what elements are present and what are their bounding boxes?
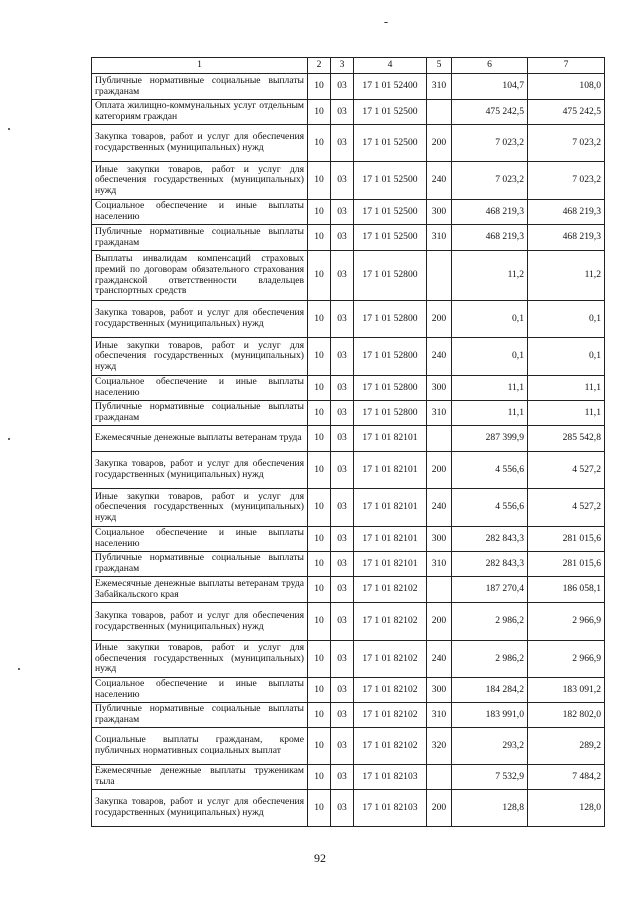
- row-target-article: 17 1 01 52500: [354, 225, 427, 251]
- row-subsection-code: 03: [331, 401, 354, 426]
- row-target-article: 17 1 01 82101: [354, 452, 427, 489]
- row-subsection-code: 03: [331, 426, 354, 452]
- row-target-article: 17 1 01 82102: [354, 577, 427, 603]
- row-target-article: 17 1 01 52800: [354, 301, 427, 338]
- column-header: 2: [308, 58, 331, 74]
- row-amount-year-2: 475 242,5: [528, 100, 605, 125]
- row-section-code: 10: [308, 225, 331, 251]
- row-subsection-code: 03: [331, 728, 354, 765]
- row-name: Ежемесячные денежные выплаты ветеранам труда Забайкальского края: [92, 577, 308, 603]
- scan-speck: [18, 668, 20, 670]
- row-target-article: 17 1 01 52800: [354, 338, 427, 376]
- row-expense-type: [427, 577, 452, 603]
- row-target-article: 17 1 01 82102: [354, 728, 427, 765]
- row-amount-year-1: 0,1: [452, 301, 528, 338]
- row-amount-year-1: 7 023,2: [452, 125, 528, 162]
- row-amount-year-2: 7 023,2: [528, 162, 605, 200]
- table-row: [92, 603, 605, 641]
- row-target-article: 17 1 01 82102: [354, 641, 427, 678]
- row-name: Публичные нормативные социальные выплаты гражданам: [92, 552, 308, 577]
- row-amount-year-2: 2 966,9: [528, 603, 605, 641]
- row-amount-year-1: 468 219,3: [452, 200, 528, 225]
- row-subsection-code: 03: [331, 100, 354, 125]
- row-target-article: 17 1 01 52500: [354, 125, 427, 162]
- row-amount-year-2: 281 015,6: [528, 527, 605, 552]
- table-row: [92, 125, 605, 162]
- row-name: Социальное обеспечение и иные выплаты населению: [92, 527, 308, 552]
- row-amount-year-2: 289,2: [528, 728, 605, 765]
- table-row: [92, 527, 605, 552]
- row-section-code: 10: [308, 790, 331, 827]
- column-header: 4: [354, 58, 427, 74]
- row-amount-year-2: 128,0: [528, 790, 605, 827]
- row-expense-type: 200: [427, 125, 452, 162]
- row-section-code: 10: [308, 162, 331, 200]
- row-expense-type: 240: [427, 641, 452, 678]
- row-amount-year-2: 186 058,1: [528, 577, 605, 603]
- budget-table: [91, 57, 605, 827]
- row-expense-type: [427, 251, 452, 301]
- row-amount-year-1: 183 991,0: [452, 703, 528, 728]
- row-target-article: 17 1 01 52500: [354, 100, 427, 125]
- row-amount-year-1: 187 270,4: [452, 577, 528, 603]
- row-target-article: 17 1 01 82101: [354, 489, 427, 527]
- row-amount-year-1: 184 284,2: [452, 678, 528, 703]
- row-section-code: 10: [308, 577, 331, 603]
- column-header: 1: [92, 58, 308, 74]
- row-subsection-code: 03: [331, 225, 354, 251]
- row-target-article: 17 1 01 82102: [354, 603, 427, 641]
- table-row: [92, 577, 605, 603]
- row-amount-year-1: 11,1: [452, 376, 528, 401]
- row-expense-type: 240: [427, 338, 452, 376]
- row-subsection-code: 03: [331, 301, 354, 338]
- row-amount-year-1: 11,1: [452, 401, 528, 426]
- row-target-article: 17 1 01 52500: [354, 162, 427, 200]
- row-target-article: 17 1 01 82101: [354, 426, 427, 452]
- row-section-code: 10: [308, 489, 331, 527]
- row-expense-type: [427, 100, 452, 125]
- row-name: Публичные нормативные социальные выплаты гражданам: [92, 401, 308, 426]
- row-section-code: 10: [308, 401, 331, 426]
- row-amount-year-2: 2 966,9: [528, 641, 605, 678]
- row-expense-type: 310: [427, 703, 452, 728]
- row-section-code: 10: [308, 338, 331, 376]
- table-row: [92, 376, 605, 401]
- row-amount-year-1: 293,2: [452, 728, 528, 765]
- row-amount-year-2: 468 219,3: [528, 225, 605, 251]
- row-amount-year-1: 4 556,6: [452, 452, 528, 489]
- row-expense-type: 200: [427, 301, 452, 338]
- row-section-code: 10: [308, 200, 331, 225]
- row-expense-type: 320: [427, 728, 452, 765]
- row-subsection-code: 03: [331, 603, 354, 641]
- row-subsection-code: 03: [331, 527, 354, 552]
- table-row: [92, 401, 605, 426]
- column-header: 7: [528, 58, 605, 74]
- row-subsection-code: 03: [331, 577, 354, 603]
- scan-speck: [8, 128, 10, 130]
- row-expense-type: [427, 426, 452, 452]
- page-number: 92: [314, 851, 326, 865]
- row-amount-year-2: 11,1: [528, 376, 605, 401]
- row-target-article: 17 1 01 52800: [354, 376, 427, 401]
- table-header-row: [92, 58, 605, 74]
- row-amount-year-2: 182 802,0: [528, 703, 605, 728]
- row-expense-type: 200: [427, 452, 452, 489]
- table-row: [92, 678, 605, 703]
- column-header: 6: [452, 58, 528, 74]
- row-amount-year-2: 11,2: [528, 251, 605, 301]
- row-subsection-code: 03: [331, 74, 354, 100]
- table-row: [92, 489, 605, 527]
- row-subsection-code: 03: [331, 489, 354, 527]
- row-target-article: 17 1 01 82101: [354, 552, 427, 577]
- row-name: Социальное обеспечение и иные выплаты населению: [92, 678, 308, 703]
- row-expense-type: 300: [427, 376, 452, 401]
- row-name: Иные закупки товаров, работ и услуг для обеспечения государственных (муниципальных) нужд: [92, 338, 308, 376]
- row-section-code: 10: [308, 603, 331, 641]
- row-name: Ежемесячные денежные выплаты труженикам тыла: [92, 765, 308, 790]
- row-section-code: 10: [308, 765, 331, 790]
- row-subsection-code: 03: [331, 251, 354, 301]
- row-amount-year-1: 4 556,6: [452, 489, 528, 527]
- row-target-article: 17 1 01 82103: [354, 765, 427, 790]
- row-name: Оплата жилищно-коммунальных услуг отдельным категориям граждан: [92, 100, 308, 125]
- row-section-code: 10: [308, 452, 331, 489]
- row-amount-year-1: 475 242,5: [452, 100, 528, 125]
- table-row: [92, 301, 605, 338]
- row-amount-year-1: 11,2: [452, 251, 528, 301]
- row-section-code: 10: [308, 527, 331, 552]
- row-expense-type: 310: [427, 74, 452, 100]
- row-subsection-code: 03: [331, 678, 354, 703]
- row-subsection-code: 03: [331, 703, 354, 728]
- row-section-code: 10: [308, 251, 331, 301]
- row-name: Иные закупки товаров, работ и услуг для обеспечения государственных (муниципальных) нужд: [92, 489, 308, 527]
- row-subsection-code: 03: [331, 125, 354, 162]
- column-header: 3: [331, 58, 354, 74]
- row-subsection-code: 03: [331, 641, 354, 678]
- row-target-article: 17 1 01 52800: [354, 251, 427, 301]
- row-name: Закупка товаров, работ и услуг для обеспечения государственных (муниципальных) нужд: [92, 301, 308, 338]
- table-row: [92, 200, 605, 225]
- row-expense-type: 200: [427, 603, 452, 641]
- row-target-article: 17 1 01 82101: [354, 527, 427, 552]
- row-amount-year-1: 0,1: [452, 338, 528, 376]
- row-name: Социальное обеспечение и иные выплаты населению: [92, 376, 308, 401]
- row-amount-year-1: 2 986,2: [452, 603, 528, 641]
- row-amount-year-2: 11,1: [528, 401, 605, 426]
- row-target-article: 17 1 01 52400: [354, 74, 427, 100]
- row-section-code: 10: [308, 125, 331, 162]
- column-header: 5: [427, 58, 452, 74]
- row-subsection-code: 03: [331, 200, 354, 225]
- row-subsection-code: 03: [331, 765, 354, 790]
- row-name: Публичные нормативные социальные выплаты гражданам: [92, 703, 308, 728]
- row-section-code: 10: [308, 703, 331, 728]
- row-section-code: 10: [308, 301, 331, 338]
- table-row: [92, 728, 605, 765]
- scan-speck: [384, 22, 388, 23]
- row-name: Публичные нормативные социальные выплаты гражданам: [92, 74, 308, 100]
- row-expense-type: 300: [427, 527, 452, 552]
- row-amount-year-1: 104,7: [452, 74, 528, 100]
- table-row: [92, 251, 605, 301]
- row-amount-year-2: 0,1: [528, 338, 605, 376]
- row-section-code: 10: [308, 728, 331, 765]
- table-row: [92, 338, 605, 376]
- table-row: [92, 426, 605, 452]
- table-row: [92, 74, 605, 100]
- row-section-code: 10: [308, 376, 331, 401]
- row-name: Закупка товаров, работ и услуг для обеспечения государственных (муниципальных) нужд: [92, 790, 308, 827]
- row-subsection-code: 03: [331, 162, 354, 200]
- row-amount-year-2: 285 542,8: [528, 426, 605, 452]
- row-name: Закупка товаров, работ и услуг для обеспечения государственных (муниципальных) нужд: [92, 603, 308, 641]
- row-amount-year-1: 282 843,3: [452, 527, 528, 552]
- row-subsection-code: 03: [331, 338, 354, 376]
- row-amount-year-1: 2 986,2: [452, 641, 528, 678]
- table-row: [92, 703, 605, 728]
- scan-speck: [8, 438, 10, 440]
- row-section-code: 10: [308, 641, 331, 678]
- table-row: [92, 225, 605, 251]
- row-amount-year-2: 183 091,2: [528, 678, 605, 703]
- row-subsection-code: 03: [331, 452, 354, 489]
- row-expense-type: 200: [427, 790, 452, 827]
- row-expense-type: 310: [427, 401, 452, 426]
- row-expense-type: 310: [427, 225, 452, 251]
- row-name: Социальные выплаты гражданам, кроме публичных нормативных социальных выплат: [92, 728, 308, 765]
- row-target-article: 17 1 01 52500: [354, 200, 427, 225]
- table-row: [92, 452, 605, 489]
- row-amount-year-1: 7 023,2: [452, 162, 528, 200]
- row-name: Социальное обеспечение и иные выплаты населению: [92, 200, 308, 225]
- row-amount-year-1: 282 843,3: [452, 552, 528, 577]
- row-amount-year-1: 287 399,9: [452, 426, 528, 452]
- row-amount-year-2: 4 527,2: [528, 452, 605, 489]
- row-target-article: 17 1 01 82102: [354, 678, 427, 703]
- table-row: [92, 100, 605, 125]
- table-row: [92, 790, 605, 827]
- table-row: [92, 552, 605, 577]
- row-expense-type: 300: [427, 200, 452, 225]
- row-amount-year-2: 281 015,6: [528, 552, 605, 577]
- row-amount-year-1: 7 532,9: [452, 765, 528, 790]
- row-expense-type: 240: [427, 162, 452, 200]
- row-expense-type: [427, 765, 452, 790]
- row-expense-type: 240: [427, 489, 452, 527]
- row-section-code: 10: [308, 100, 331, 125]
- row-name: Закупка товаров, работ и услуг для обеспечения государственных (муниципальных) нужд: [92, 452, 308, 489]
- row-section-code: 10: [308, 426, 331, 452]
- row-section-code: 10: [308, 552, 331, 577]
- row-amount-year-2: 0,1: [528, 301, 605, 338]
- row-expense-type: 310: [427, 552, 452, 577]
- row-name: Выплаты инвалидам компенсаций страховых премий по договорам обязательного страхования гражданской ответственности владельцев транспортных средств: [92, 251, 308, 301]
- row-name: Закупка товаров, работ и услуг для обеспечения государственных (муниципальных) нужд: [92, 125, 308, 162]
- row-name: Иные закупки товаров, работ и услуг для обеспечения государственных (муниципальных) нужд: [92, 641, 308, 678]
- row-amount-year-2: 108,0: [528, 74, 605, 100]
- row-amount-year-2: 4 527,2: [528, 489, 605, 527]
- row-name: Ежемесячные денежные выплаты ветеранам труда: [92, 426, 308, 452]
- row-subsection-code: 03: [331, 376, 354, 401]
- row-name: Публичные нормативные социальные выплаты гражданам: [92, 225, 308, 251]
- row-subsection-code: 03: [331, 790, 354, 827]
- row-amount-year-2: 7 023,2: [528, 125, 605, 162]
- row-amount-year-1: 128,8: [452, 790, 528, 827]
- row-subsection-code: 03: [331, 552, 354, 577]
- table-row: [92, 641, 605, 678]
- row-section-code: 10: [308, 74, 331, 100]
- row-target-article: 17 1 01 82103: [354, 790, 427, 827]
- row-section-code: 10: [308, 678, 331, 703]
- row-expense-type: 300: [427, 678, 452, 703]
- row-amount-year-2: 7 484,2: [528, 765, 605, 790]
- row-amount-year-1: 468 219,3: [452, 225, 528, 251]
- row-amount-year-2: 468 219,3: [528, 200, 605, 225]
- row-target-article: 17 1 01 82102: [354, 703, 427, 728]
- table-row: [92, 162, 605, 200]
- row-target-article: 17 1 01 52800: [354, 401, 427, 426]
- table-row: [92, 765, 605, 790]
- row-name: Иные закупки товаров, работ и услуг для обеспечения государственных (муниципальных) нужд: [92, 162, 308, 200]
